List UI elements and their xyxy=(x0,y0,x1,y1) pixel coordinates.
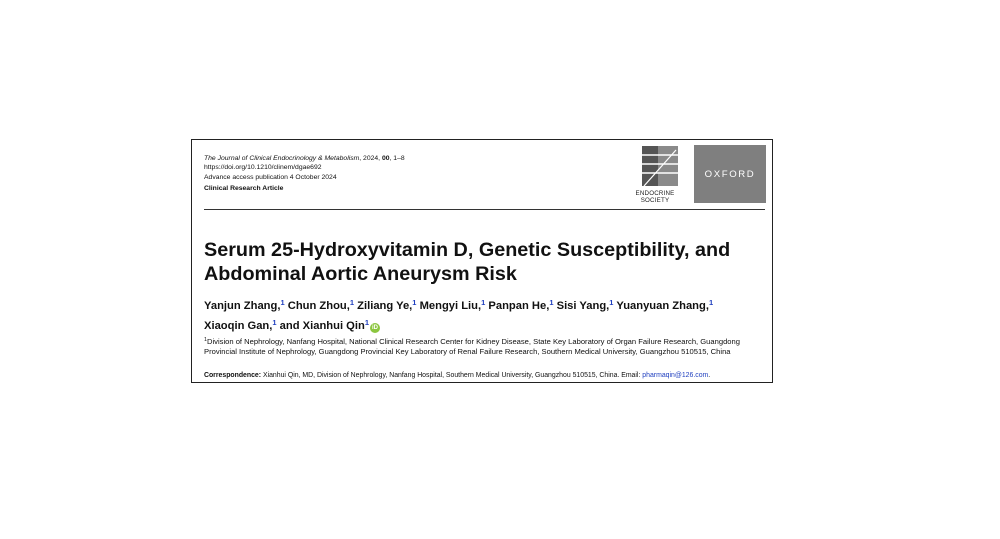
citation-year: , 2024, xyxy=(359,155,382,162)
doi-link[interactable]: https://doi.org/10.1210/clinem/dgae692 xyxy=(204,164,322,172)
endocrine-word: ENDOCRINE xyxy=(635,190,675,197)
journal-meta xyxy=(204,154,405,194)
author-affil-ref[interactable]: 1 xyxy=(349,298,355,307)
correspondence-email-link[interactable]: pharmaqin@126.com xyxy=(642,372,709,379)
orcid-icon[interactable]: iD xyxy=(372,324,378,331)
author-name[interactable]: Mengyi Liu, xyxy=(419,300,482,312)
article-title xyxy=(204,239,764,286)
citation-line xyxy=(204,154,405,163)
oxford-logo[interactable]: OXFORD xyxy=(694,145,766,203)
author-affil-ref[interactable]: 1 xyxy=(280,298,285,307)
author-affil-ref[interactable]: 1 xyxy=(549,298,554,307)
author-name[interactable]: Panpan He, xyxy=(488,300,550,312)
title-line-1: Serum 25-Hydroxyvitamin D, Genetic Susceptibility, and xyxy=(204,239,731,261)
author-name[interactable]: Chun Zhou, xyxy=(287,300,350,312)
endocrine-society-logo[interactable] xyxy=(628,146,682,210)
article-type: Clinical Research Article xyxy=(204,185,284,193)
author-affil-ref[interactable]: 1 xyxy=(272,317,277,327)
correspondence-label: Correspondence: xyxy=(204,372,262,379)
article-header-card xyxy=(191,139,773,383)
endocrine-society-logo-icon xyxy=(642,146,678,186)
author-affil-ref[interactable]: 1 xyxy=(481,298,486,307)
citation-pages: , 1–8 xyxy=(389,155,405,162)
author-name[interactable]: Xiaoqin Gan, xyxy=(204,319,273,332)
author-affil-ref[interactable]: 1 xyxy=(364,317,369,327)
author-name[interactable]: Sisi Yang, xyxy=(556,300,610,312)
correspondence-end: . xyxy=(708,372,711,379)
advance-access-date: Advance access publication 4 October 2024 xyxy=(204,173,337,181)
header-divider xyxy=(204,209,765,210)
correspondence-text: Xianhui Qin, MD, Division of Nephrology, Nanfang Hospital, Southern Medical University, Guangzhou 510515, China. Email: xyxy=(261,372,643,379)
correspondence xyxy=(204,371,774,380)
title-line-2: Abdominal Aortic Aneurysm Risk xyxy=(204,262,517,285)
affiliation xyxy=(204,336,769,356)
author-name[interactable]: Yanjun Zhang, xyxy=(204,300,281,312)
citation-volume: 00 xyxy=(381,155,390,162)
author-affil-ref[interactable]: 1 xyxy=(708,298,714,307)
author-name[interactable]: and Xianhui Qin xyxy=(279,319,365,332)
journal-name: The Journal of Clinical Endocrinology & Metabolism xyxy=(204,155,360,162)
author-list xyxy=(204,295,774,334)
author-affil-ref[interactable]: 1 xyxy=(609,298,614,307)
affiliation-number: 1 xyxy=(204,337,207,343)
author-name[interactable]: Yuanyuan Zhang, xyxy=(616,300,709,312)
affiliation-text: Division of Nephrology, Nanfang Hospital, National Clinical Research Center for Kidney Disease, State Key Laboratory of Organ Failure Research, Guangdong Provincial Institute of Nephrology, Guangdong Provincial Key Laboratory of Renal Failure Research, Southern Medical University, Guangzhou 510515, China xyxy=(204,337,740,356)
society-word: SOCIETY xyxy=(640,197,670,204)
author-name[interactable]: Ziliang Ye, xyxy=(357,300,413,312)
author-affil-ref[interactable]: 1 xyxy=(412,298,417,307)
endocrine-society-wordmark xyxy=(628,190,682,204)
